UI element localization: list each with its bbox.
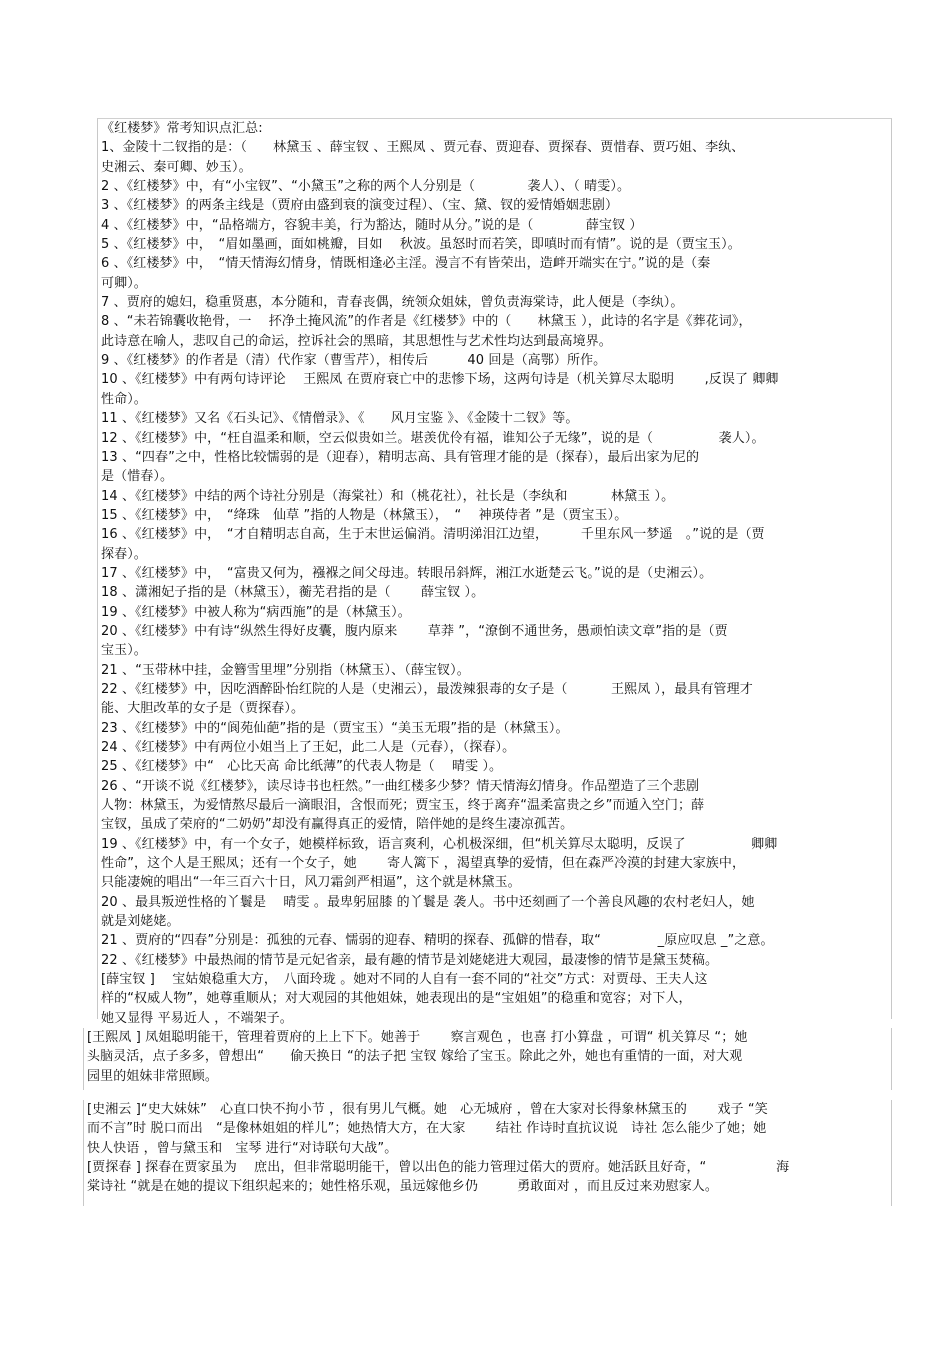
main-notes-line: 25 、《红楼梦》中“ 心比天高 命比纸薄”的代表人物是（ 晴雯 ）。 bbox=[101, 759, 503, 775]
main-notes-line: 21 、“玉带林中挂，金簪雪里埋”分别指（林黛玉）、（薛宝钗）。 bbox=[101, 662, 470, 678]
main-notes-line: 19 、《红楼梦》中被人称为“病西施”的是（林黛玉）。 bbox=[101, 604, 411, 620]
main-notes-line: 13 、“四春”之中，性格比较懦弱的是（迎春），精明志高、具有管理才能的是（探春），最后出家为尼的 bbox=[101, 449, 700, 465]
main-notes-line: 是（惜春）。 bbox=[101, 469, 174, 485]
main-notes-line: 宝玉）。 bbox=[101, 643, 147, 659]
main-notes-line: 14 、《红楼梦》中结的两个诗社分别是（海棠社）和（桃花社），社长是（李纨和 林黛玉 ）。 bbox=[101, 488, 675, 504]
main-notes-line: 《红楼梦》常考知识点汇总: bbox=[101, 121, 263, 136]
wang-xifeng-line: 头脑灵活，点子多多，曾想出“ 偷天换日 “的法子把 宝钗 嫁给了宝玉。除此之外，她也有重情的一面，对大观 bbox=[87, 1049, 743, 1065]
main-notes-line: 1、金陵十二钗指的是：（ 林黛玉 、薛宝钗 、王熙凤 、贾元春、贾迎春、贾探春、贾惜春、贾巧姐、李纨、 bbox=[101, 140, 745, 156]
main-notes-line: 性命）。 bbox=[101, 391, 147, 407]
main-notes-line: 18 、潇湘妃子指的是（林黛玉），蘅芜君指的是（ 薛宝钗 ）。 bbox=[101, 585, 485, 601]
main-notes-line: 3 、《红楼梦》的两条主线是（贾府由盛到衰的演变过程）、（宝、黛、钗的爱情婚姻悲剧） bbox=[101, 198, 619, 214]
main-notes-line: 2 、《红楼梦》中，有“小宝钗”、“小黛玉”之称的两个人分别是（ 袭人）、（ 晴雯）。 bbox=[101, 179, 631, 195]
main-notes-line: 7 、贾府的媳妇，稳重贤惠，本分随和，青春丧偶，统领众姐妹，曾负责海棠诗，此人便是（李纨）。 bbox=[101, 295, 684, 311]
character-notes-line: 而不言”时 脱口而出 “是像林姐姐的样儿”；她热情大方，在大家 结社 作诗时直抗议说 诗社 怎么能少了她；她 bbox=[87, 1121, 767, 1137]
main-notes-line: 16 、《红楼梦》中， “才自精明志自高，生于末世运偏消。清明涕泪江边望， 千里东风一梦遥 。”说的是（贾 bbox=[101, 527, 765, 543]
wang-xifeng-line: [王熙凤 ] 凤姐聪明能干，管理着贾府的上上下下。她善于 察言观色 ，也喜 打小算盘 ，可谓“ 机关算尽 “；她 bbox=[87, 1030, 748, 1045]
shi-xiangyun-block bbox=[83, 1100, 892, 1206]
main-notes-line: 6 、《红楼梦》中， “情天情海幻情身，情既相逢必主淫。漫言不有皆荣出，造衅开端实在宁。”说的是（秦 bbox=[101, 256, 711, 272]
main-notes-line: 4 、《红楼梦》中，“品格端方，容貌丰美，行为豁达，随时从分。”说的是（ 薛宝钗 ） bbox=[101, 217, 643, 233]
main-notes-line: 探春）。 bbox=[101, 546, 147, 562]
main-notes-line: 此诗意在喻人，悲叹自己的命运，控诉社会的黑暗，其思想性与艺术性均达到最高境界。 bbox=[101, 333, 612, 349]
wang-xifeng-block bbox=[83, 1028, 892, 1090]
wang-xifeng-line: 园里的姐妹非常照顾。 bbox=[87, 1068, 219, 1084]
main-notes-line: 24 、《红楼梦》中有两位小姐当上了王妃，此二人是（元春），（探春）。 bbox=[101, 740, 516, 755]
main-notes-line: 20 、《红楼梦》中有诗“纵然生得好皮囊，腹内原来 草莽 ”，“潦倒不通世务，愚顽怕读文章”指的是（贾 bbox=[101, 623, 728, 639]
main-notes-line: 12 、《红楼梦》中，“枉自温柔和顺，空云似贵如兰。堪羡优伶有福，谁知公子无缘”，说的是（ 袭人）。 bbox=[101, 430, 765, 446]
main-notes-line: 宝钗，虽成了荣府的“二奶奶”却没有赢得真正的爱情，陪伴她的是终生凄凉孤苦。 bbox=[101, 817, 574, 833]
main-notes-line: 15 、《红楼梦》中， “绛珠 仙草 ”指的人物是（林黛玉）， “ 神瑛侍者 ”是（贾宝玉）。 bbox=[101, 507, 628, 523]
main-notes-line: 20 、最具叛逆性格的丫鬟是 晴雯 。最卑躬屈膝 的丫鬟是 袭人。书中还刻画了一个善良风趣的农村老妇人，她 bbox=[101, 894, 755, 910]
main-notes-line: 史湘云、秦可卿、妙玉）。 bbox=[101, 159, 252, 175]
main-notes-line: 人物：林黛玉，为爱情熬尽最后一滴眼泪，含恨而死；贾宝玉，终于离弃“温柔富贵之乡”而遁入空门；薛 bbox=[101, 798, 705, 814]
character-notes-line: 快人快语 ，曾与黛玉和 宝琴 进行“对诗联句大战”。 bbox=[87, 1140, 398, 1156]
main-notes-line: 22 、《红楼梦》中，因吃酒醉卧怡红院的人是（史湘云），最泼辣狠毒的女子是（ 王熙凤 ），最具有管理才 bbox=[101, 681, 753, 697]
main-notes-line: 10 、《红楼梦》中有两句诗评论 王熙凤 在贾府衰亡中的悲惨下场，这两句诗是（机关算尽太聪明 ,反误了 卿卿 bbox=[101, 372, 779, 388]
character-notes-line: [史湘云 ]“史大妹妹” 心直口快不拘小节 ，很有男儿气概。她 心无城府 ，曾在大家对长得象林黛玉的 戏子 “笑 bbox=[87, 1102, 768, 1117]
main-notes-line: [薛宝钗 ] 宝姑娘稳重大方， 八面玲珑 。她对不同的人自有一套不同的“社交”方式：对贾母、王夫人这 bbox=[101, 972, 708, 988]
main-notes-block bbox=[97, 118, 892, 1026]
main-notes-line: 26 、“开谈不说《红楼梦》，读尽诗书也枉然。”一曲红楼多少梦？情天情海幻情身。作品塑造了三个悲剧 bbox=[101, 778, 700, 794]
main-notes-line: 17 、《红楼梦》中， “富贵又何为，襁褓之间父母违。转眼吊斜辉，湘江水逝楚云飞。”说的是（史湘云）。 bbox=[101, 565, 713, 581]
main-notes-line: 19 、《红楼梦》中，有一个女子，她模样标致，语言爽利，心机极深细，但“机关算尽太聪明，反误了 卿卿 bbox=[101, 836, 778, 852]
main-notes-line: 只能凄婉的唱出“一年三百六十日，风刀霜剑严相逼”，这个就是林黛玉。 bbox=[101, 875, 521, 891]
main-notes-line: 22 、《红楼梦》中最热闹的情节是元妃省亲，最有趣的情节是刘姥姥进大观园，最凄惨的情节是黛玉焚稿。 bbox=[101, 952, 719, 968]
character-notes-line: [贾探春 ] 探春在贾家虽为 庶出，但非常聪明能干，曾以出色的能力管理过偌大的贾府。她活跃且好奇，“ 海 bbox=[87, 1159, 790, 1175]
main-notes-line: 8 、“未若锦囊收艳骨，一 抔净土掩风流”的作者是《红楼梦》中的（ 林黛玉 ），此诗的名字是《葬花词》， bbox=[101, 314, 752, 330]
main-notes-line: 5 、《红楼梦》中， “眉如墨画，面如桃瓣，目如 秋波。虽怒时而若笑，即嗔时而有情”。说的是（贾宝玉）。 bbox=[101, 237, 741, 253]
main-notes-line: 性命”，这个人是王熙凤；还有一个女子，她 寄人篱下 ，渴望真挚的爱情，但在森严冷漠的封建大家族中， bbox=[101, 856, 746, 872]
main-notes-line: 能、大胆改革的女子是（贾探春）。 bbox=[101, 701, 305, 717]
main-notes-line: 21 、贾府的“四春”分别是：孤独的元春、懦弱的迎春、精明的探春、孤僻的惜春，取“ _原应叹息 _”之意。 bbox=[101, 933, 774, 949]
main-notes-line: 9 、《红楼梦》的作者是（清）代作家（曹雪芹），相传后 40 回是（高鄂）所作。 bbox=[101, 353, 607, 369]
main-notes-line: 样的“权威人物”，她尊重顺从；对大观园的其他姐妹，她表现出的是“宝姐姐”的稳重和宽容；对下人， bbox=[101, 991, 692, 1007]
main-notes-line: 23 、《红楼梦》中的“阆苑仙葩”指的是（贾宝玉）“美玉无瑕”指的是（林黛玉）。 bbox=[101, 720, 569, 736]
character-notes-line: 棠诗社 “就是在她的提议下组织起来的；她性格乐观，虽远嫁他乡仍 勇敢面对 ，而且反过来劝慰家人。 bbox=[87, 1179, 718, 1195]
main-notes-line: 可卿）。 bbox=[101, 275, 147, 291]
main-notes-line: 她又显得 平易近人 ，不端架子。 bbox=[101, 1010, 293, 1026]
main-notes-line: 就是刘姥姥。 bbox=[101, 914, 180, 930]
main-notes-line: 11 、《红楼梦》又名《石头记》、《情僧录》、《 风月宝鉴 》、《金陵十二钗》等。 bbox=[101, 411, 579, 427]
